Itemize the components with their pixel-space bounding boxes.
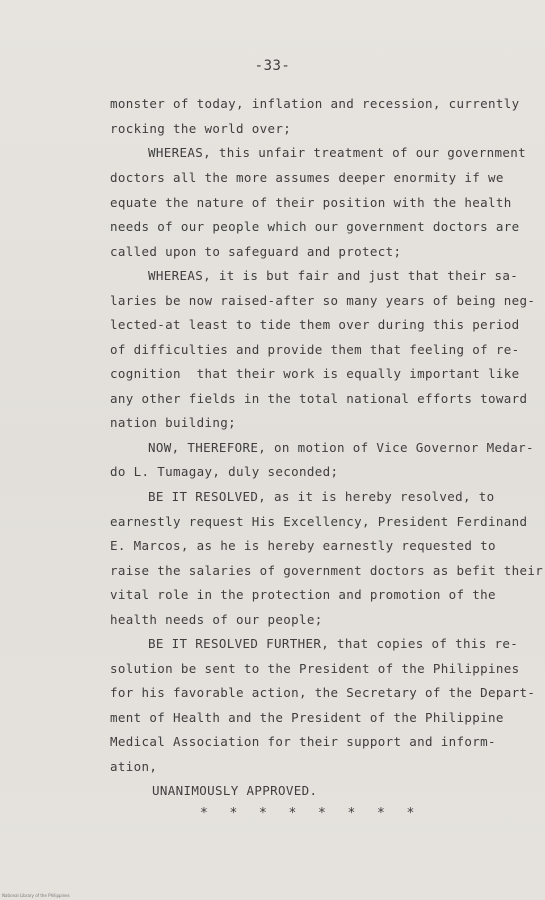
asterisk: * xyxy=(229,806,238,821)
text-line: rocking the world over; xyxy=(110,121,292,136)
text-line: of difficulties and provide them that feeling of re- xyxy=(110,342,520,357)
text-line: ment of Health and the President of the Philippine xyxy=(110,710,504,725)
asterisk: * xyxy=(200,806,208,821)
text-line: WHEREAS, it is but fair and just that their sa- xyxy=(148,268,519,283)
text-line: Medical Association for their support and inform- xyxy=(110,734,496,749)
text-line: for his favorable action, the Secretary of the Depart- xyxy=(110,685,536,700)
text-line: laries be now raised-after so many years of being neg- xyxy=(110,293,536,308)
footer-caption: National Library of the Philippines xyxy=(2,893,70,898)
text-line: vital role in the protection and promotion of the xyxy=(110,587,496,602)
asterisk: * xyxy=(377,806,385,821)
asterisk: * xyxy=(347,806,356,821)
text-line: WHEREAS, this unfair treatment of our government xyxy=(148,145,527,160)
text-line: health needs of our people; xyxy=(110,612,323,627)
asterisk: * xyxy=(406,806,415,821)
text-line: earnestly request His Excellency, President Ferdinand xyxy=(110,514,528,529)
text-line: doctors all the more assumes deeper enormity if we xyxy=(110,170,504,185)
page-number: -33- xyxy=(254,58,291,74)
text-line: BE IT RESOLVED, as it is hereby resolved, to xyxy=(148,489,495,504)
asterisk: * xyxy=(259,806,267,821)
text-line: needs of our people which our government doctors are xyxy=(110,219,520,234)
text-line: called upon to safeguard and protect; xyxy=(110,244,402,259)
text-line: cognition that their work is equally important like xyxy=(110,366,520,381)
text-line: do L. Tumagay, duly seconded; xyxy=(110,464,339,479)
asterisk-divider xyxy=(200,806,436,821)
text-line: equate the nature of their position with the health xyxy=(110,195,512,210)
asterisk: * xyxy=(318,806,326,821)
asterisk: * xyxy=(288,806,297,821)
text-line: NOW, THEREFORE, on motion of Vice Governor Medar- xyxy=(148,440,534,455)
text-line: monster of today, inflation and recession, currently xyxy=(110,96,520,111)
approval-line: UNANIMOUSLY APPROVED. xyxy=(152,783,318,798)
text-line: raise the salaries of government doctors as befit their xyxy=(110,563,544,578)
text-line: any other fields in the total national efforts toward xyxy=(110,391,528,406)
text-line: lected-at least to tide them over during this period xyxy=(110,317,520,332)
text-line: solution be sent to the President of the Philippines xyxy=(110,661,520,676)
text-line: BE IT RESOLVED FURTHER, that copies of this re- xyxy=(148,636,519,651)
text-line: ation, xyxy=(110,759,158,774)
text-line: E. Marcos, as he is hereby earnestly requested to xyxy=(110,538,496,553)
text-line: nation building; xyxy=(110,415,237,430)
